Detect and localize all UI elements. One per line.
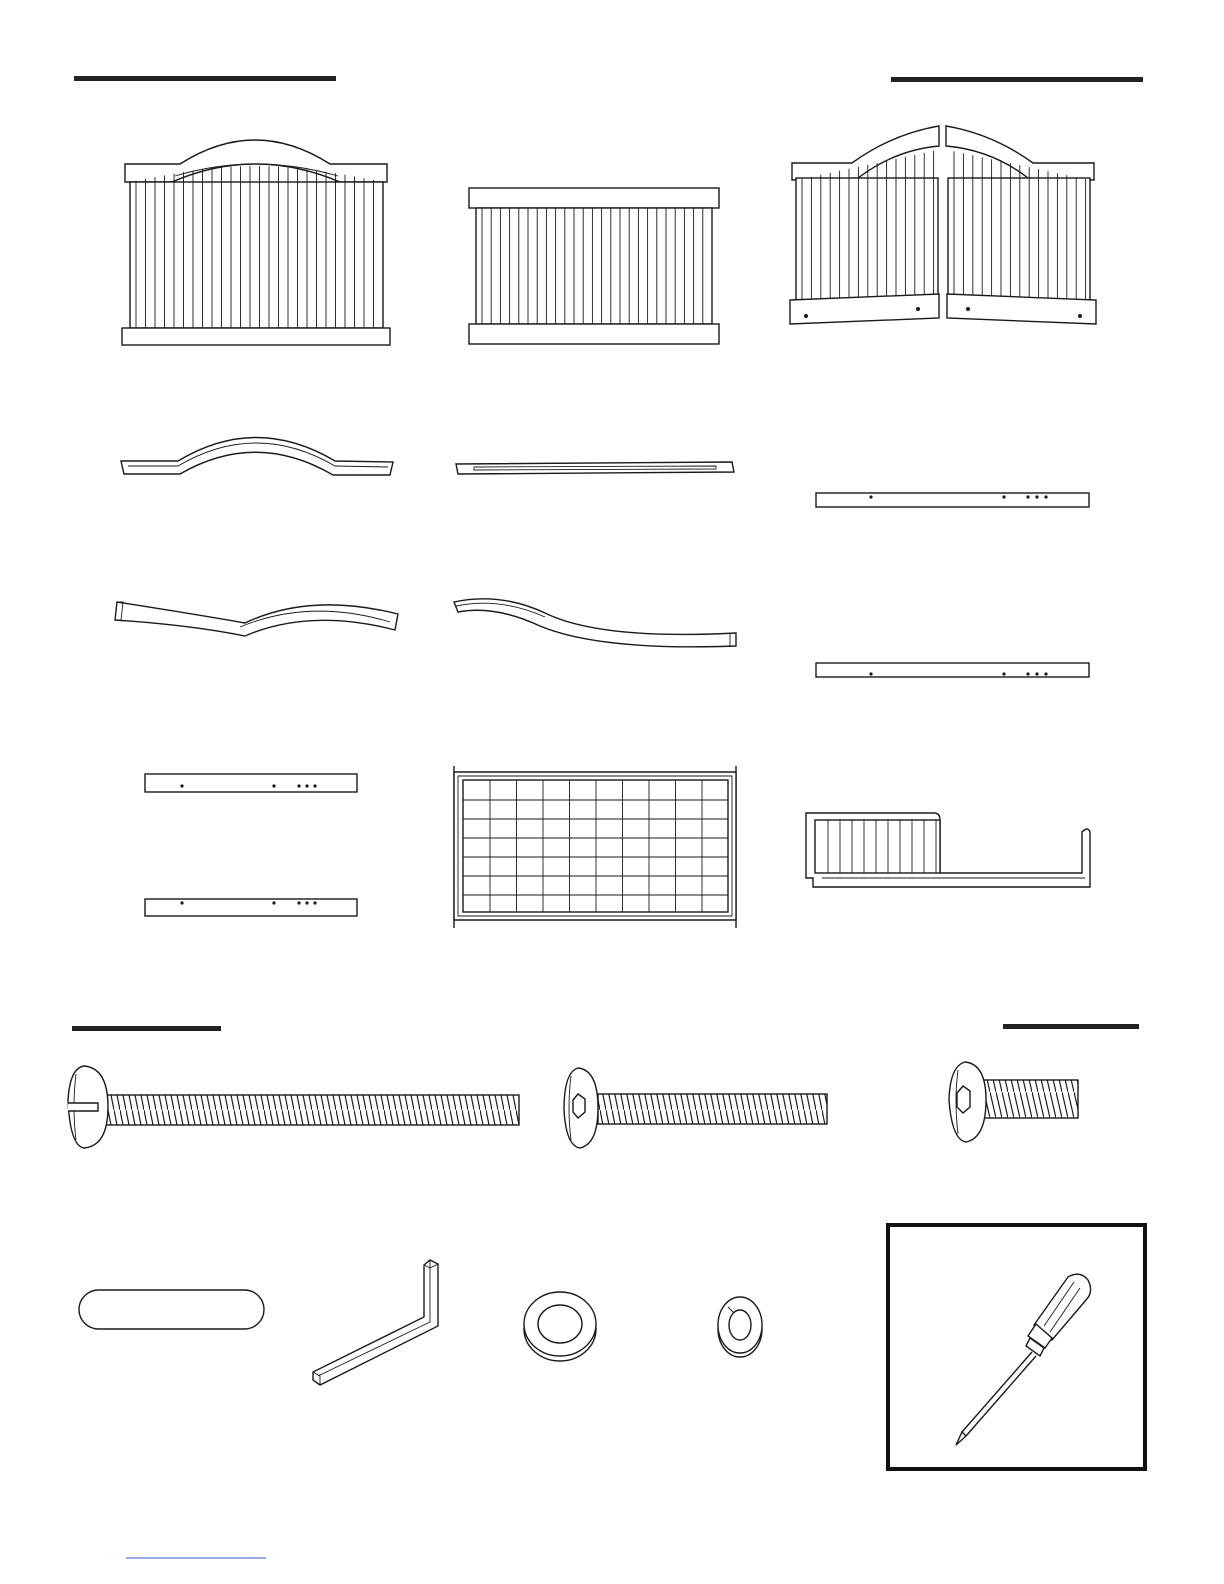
- footboard-panel-icon: [469, 188, 719, 344]
- mattress-support-grid-icon: [454, 766, 736, 928]
- headboard-panel-icon: [122, 140, 390, 345]
- toddler-guard-rail-icon: [806, 813, 1090, 887]
- lock-washer-icon: [718, 1297, 762, 1357]
- flat-washer-icon: [524, 1292, 596, 1361]
- section-heading-parts-right: [891, 77, 1143, 82]
- drilled-rail-icon: [145, 774, 357, 792]
- double-gate-panel-icon: [790, 126, 1096, 324]
- section-heading-hardware-left: [72, 1026, 221, 1031]
- curved-rail-right-icon: [454, 599, 736, 647]
- long-slotted-bolt-icon: [68, 1066, 519, 1148]
- short-hex-bolt-icon: [949, 1062, 1078, 1142]
- straight-top-rail-icon: [456, 462, 734, 474]
- allen-wrench-icon: [313, 1260, 438, 1385]
- section-heading-hardware-right: [1003, 1024, 1139, 1029]
- curved-rail-left-icon: [115, 602, 398, 636]
- barrel-nut-icon: [79, 1290, 264, 1329]
- section-heading-parts-left: [74, 76, 336, 81]
- arched-top-rail-icon: [121, 438, 393, 476]
- screwdriver-icon: [888, 1225, 1145, 1469]
- drilled-rail-icon: [816, 663, 1089, 677]
- drilled-rail-icon: [145, 899, 357, 916]
- drilled-rail-icon: [816, 493, 1089, 507]
- hex-socket-bolt-icon: [564, 1068, 827, 1148]
